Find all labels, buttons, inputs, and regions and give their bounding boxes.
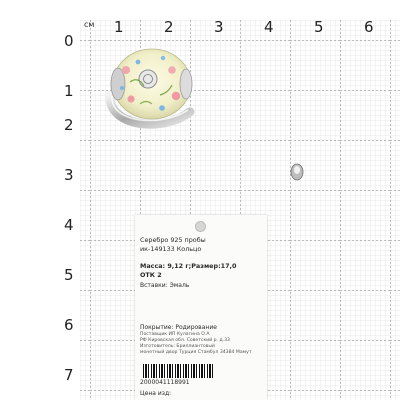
tag-supplier-4: монетный двор Турция Стамбул 34384 Мамут	[140, 350, 252, 355]
tag-supplier-2: РФ Кировская обл. Советский р. д.33	[140, 338, 230, 343]
barcode-number: 2000041118991	[140, 379, 190, 386]
ruler-left-1: 1	[64, 82, 74, 100]
tag-article: ик-149133 Кольцо	[140, 245, 202, 253]
ruler-top-3: 3	[214, 18, 224, 36]
ruler-left-4: 4	[64, 216, 74, 234]
tag-supplier-3: Изготовитель: Бриллиантовый	[140, 344, 215, 349]
tag-otk: ОТК 2	[140, 271, 162, 279]
ruler-top-4: 4	[264, 18, 274, 36]
ruler-left-3: 3	[64, 166, 74, 184]
ruler-top-5: 5	[314, 18, 324, 36]
product-tag	[135, 215, 267, 400]
tag-coating: Покрытие: Родирование	[140, 324, 217, 331]
tag-inserts: Вставки: Эмаль	[140, 282, 190, 289]
tag-supplier-1: Поставщик ИП Кулагина О.А	[140, 332, 210, 337]
ruler-left-5: 5	[64, 266, 74, 284]
ruler-left-2: 2	[64, 116, 74, 134]
ruler-left-0: 0	[64, 32, 74, 50]
tag-weight-size: Масса: 9,12 г;Размер:17,0	[140, 262, 237, 270]
ruler-top-6: 6	[364, 18, 374, 36]
tag-material: Серебро 925 пробы	[140, 236, 206, 244]
ruler-top-1: 1	[114, 18, 124, 36]
small-silver-part	[291, 164, 303, 180]
ruler-top-2: 2	[164, 18, 174, 36]
tag-hole	[195, 221, 206, 232]
ruler-left-6: 6	[64, 316, 74, 334]
ruler-unit: см	[84, 20, 95, 29]
price-label: Цена изд:	[140, 390, 172, 397]
barcode	[143, 364, 213, 378]
ruler-left-7: 7	[64, 366, 74, 384]
